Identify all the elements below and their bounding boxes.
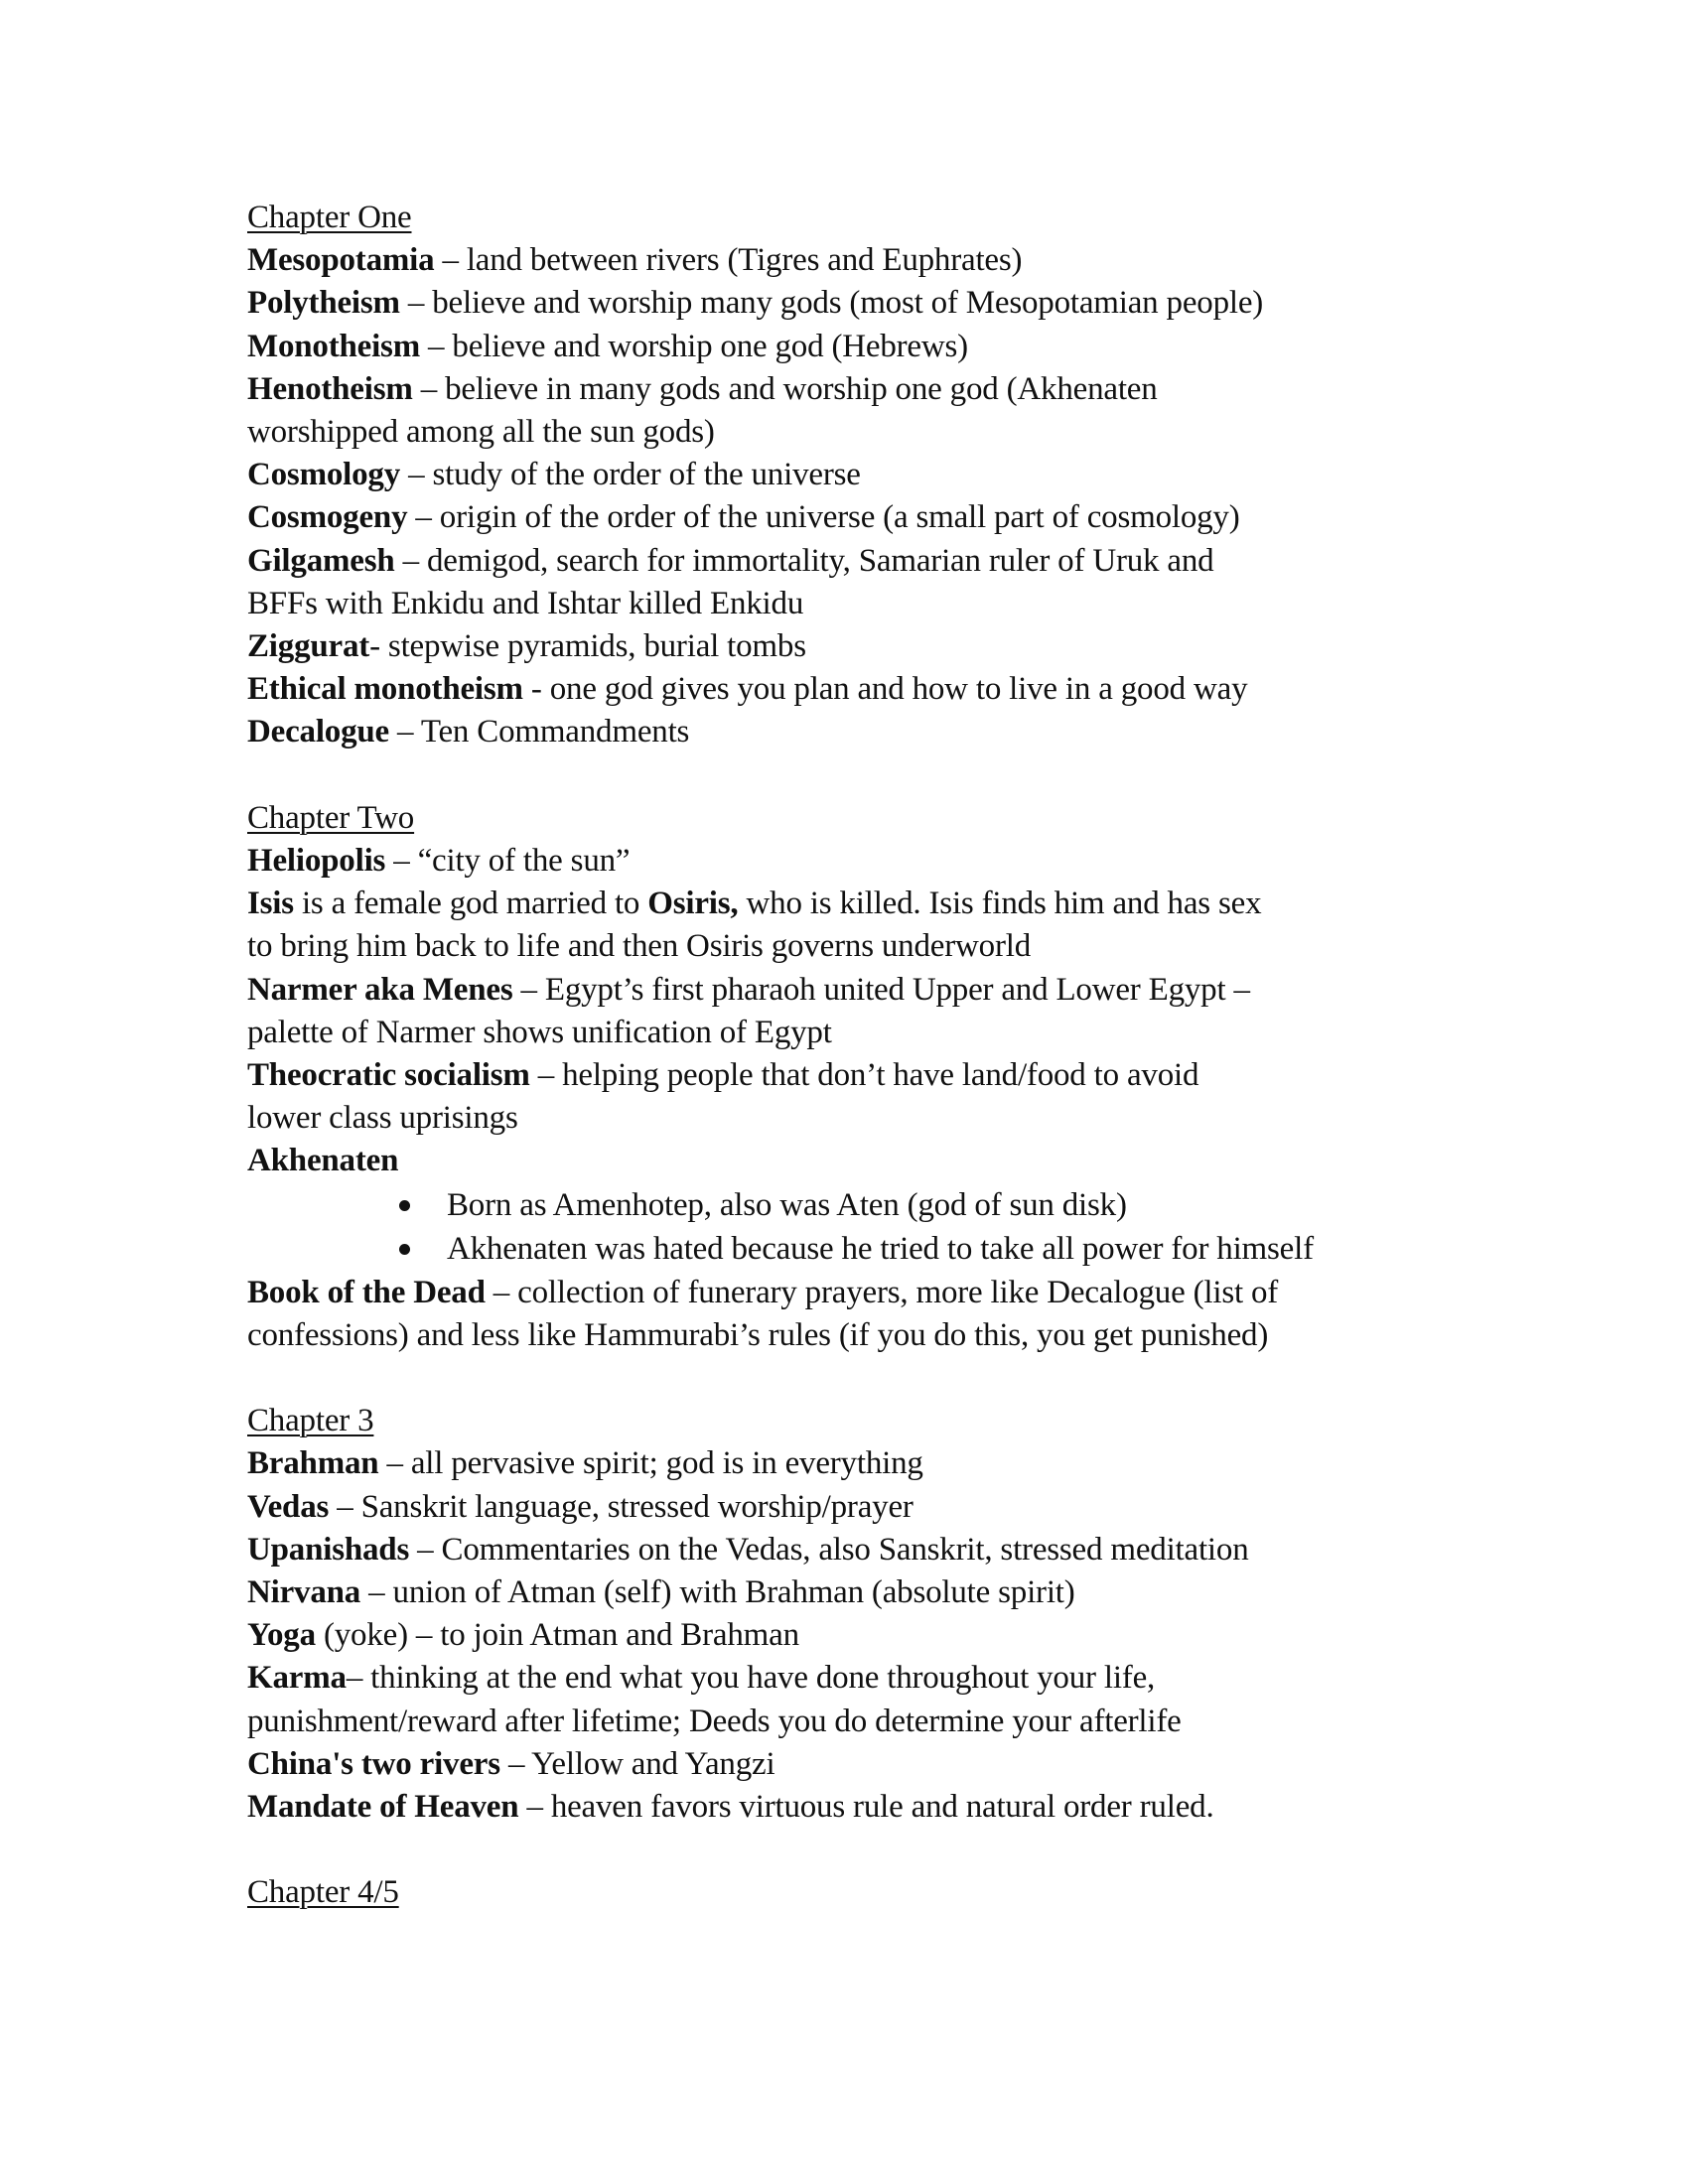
separator: –	[420, 328, 453, 364]
separator: –	[409, 1531, 442, 1568]
chapter-heading: Chapter 3	[247, 1403, 374, 1439]
definition: all pervasive spirit; god is in everything	[410, 1445, 923, 1482]
glossary-entry	[247, 1486, 1459, 1529]
term: China's two rivers	[247, 1745, 500, 1782]
separator: –	[399, 285, 433, 322]
chapter-one-section	[247, 197, 1459, 754]
definition: demigod, search for immortality, Samarian ruler of Uruk and	[426, 542, 1214, 579]
glossary-entry	[247, 1614, 1459, 1657]
definition-continuation: to bring him back to life and then Osiris governs underworld	[247, 928, 1032, 965]
definition: “city of the sun”	[417, 843, 631, 880]
term: Vedas	[247, 1488, 330, 1525]
definition-continuation: palette of Narmer shows unification of Egypt	[247, 1014, 832, 1050]
term-heading: Akhenaten	[247, 1143, 399, 1179]
definition: is a female god married to	[301, 886, 648, 922]
term: Heliopolis	[247, 843, 386, 880]
term: Book of the Dead	[247, 1274, 486, 1310]
section-gap	[247, 754, 1459, 797]
term: Narmer aka Menes	[247, 971, 513, 1008]
definition: heaven favors virtuous rule and natural order ruled.	[550, 1789, 1214, 1826]
definition: (yoke) – to join Atman and Brahman	[323, 1617, 799, 1654]
definition: Commentaries on the Vedas, also Sanskrit, stressed meditation	[441, 1531, 1249, 1568]
bullet-item	[247, 1227, 1459, 1272]
definition: one god gives you plan and how to live in a good way	[549, 671, 1248, 708]
definition-continuation: lower class uprisings	[247, 1100, 518, 1137]
definition: origin of the order of the universe (a small part of cosmology)	[439, 499, 1240, 536]
separator: –	[394, 542, 427, 579]
definition-continuation: confessions) and less like Hammurabi’s rules (if you do this, you get punished)	[247, 1316, 1269, 1353]
glossary-entry	[247, 496, 1459, 539]
glossary-entry	[247, 1571, 1459, 1614]
term: Yoga	[247, 1617, 316, 1654]
bullet-item	[247, 1183, 1459, 1228]
glossary-entry	[247, 1657, 1459, 1700]
term: Brahman	[247, 1445, 379, 1482]
separator	[316, 1617, 324, 1653]
definition: Ten Commandments	[420, 714, 690, 751]
definition: study of the order of the universe	[432, 457, 861, 493]
definition: thinking at the end what you have done throughout your life,	[370, 1660, 1156, 1697]
separator: –	[346, 1660, 371, 1697]
chapter-two-section	[247, 797, 1459, 1357]
term: Gilgamesh	[247, 542, 395, 579]
separator: –	[378, 1445, 411, 1482]
glossary-entry	[247, 1529, 1459, 1571]
chapter-four-five-section	[247, 1871, 1459, 1914]
term: Theocratic socialism	[247, 1057, 530, 1094]
definition: helping people that don’t have land/food to avoid	[562, 1057, 1199, 1094]
separator: –	[360, 1574, 393, 1611]
glossary-entry	[247, 711, 1459, 753]
definition: Egypt’s first pharaoh united Upper and Lower Egypt –	[544, 971, 1250, 1008]
glossary-entry	[247, 454, 1459, 496]
term: Mesopotamia	[247, 242, 435, 279]
definition: land between rivers (Tigres and Euphrates)	[466, 242, 1023, 279]
term: Cosmology	[247, 457, 401, 493]
separator: –	[512, 971, 545, 1008]
glossary-entry	[247, 239, 1459, 282]
definition: Yellow and Yangzi	[531, 1745, 775, 1782]
chapter-heading: Chapter One	[247, 200, 412, 235]
definition: stepwise pyramids, burial tombs	[387, 628, 806, 665]
separator: –	[434, 242, 467, 279]
term: Henotheism	[247, 370, 413, 407]
glossary-entry	[247, 1272, 1459, 1314]
separator: -	[522, 671, 550, 708]
definition: Sanskrit language, stressed worship/prayer	[360, 1488, 914, 1525]
term: Ziggurat	[247, 628, 370, 665]
term: Nirvana	[247, 1574, 361, 1611]
glossary-entry	[247, 1054, 1459, 1097]
glossary-entry	[247, 969, 1459, 1012]
term: Upanishads	[247, 1531, 410, 1568]
glossary-entry	[247, 1786, 1459, 1829]
definition-continuation: worshipped among all the sun gods)	[247, 414, 715, 451]
glossary-entry	[247, 326, 1459, 368]
separator: –	[389, 714, 421, 751]
glossary-entry	[247, 1442, 1459, 1485]
bullet-text: Born as Amenhotep, also was Aten (god of sun disk)	[447, 1186, 1127, 1223]
separator: -	[369, 628, 388, 665]
chapter-heading: Chapter 4/5	[247, 1874, 399, 1911]
chapter-heading: Chapter Two	[247, 799, 415, 836]
glossary-entry	[247, 668, 1459, 711]
term: Monotheism	[247, 328, 420, 364]
separator: –	[412, 370, 446, 407]
term: Isis	[247, 886, 294, 922]
section-gap	[247, 1829, 1459, 1871]
term: Mandate of Heaven	[247, 1789, 519, 1826]
term: Polytheism	[247, 285, 400, 322]
separator: –	[499, 1745, 532, 1782]
bullet-icon	[399, 1200, 410, 1211]
glossary-entry	[247, 1743, 1459, 1786]
study-notes-page	[247, 197, 1459, 1915]
definition: collection of funerary prayers, more like Decalogue (list of	[517, 1274, 1279, 1310]
term: Decalogue	[247, 714, 389, 751]
glossary-entry	[247, 282, 1459, 325]
bullet-text: Akhenaten was hated because he tried to take all power for himself	[447, 1231, 1314, 1268]
term-secondary: Osiris,	[647, 886, 739, 922]
term: Ethical monotheism	[247, 671, 523, 708]
separator: –	[518, 1789, 551, 1826]
separator: –	[385, 843, 418, 880]
definition: union of Atman (self) with Brahman (absolute spirit)	[392, 1574, 1075, 1611]
term: Cosmogeny	[247, 499, 408, 536]
separator: –	[407, 499, 440, 536]
separator: –	[529, 1057, 563, 1094]
bullet-icon	[399, 1244, 410, 1255]
term: Karma	[247, 1660, 347, 1697]
definition-continuation: BFFs with Enkidu and Ishtar killed Enkidu	[247, 585, 804, 621]
section-gap	[247, 1357, 1459, 1400]
separator	[294, 886, 302, 921]
glossary-entry	[247, 540, 1459, 583]
glossary-entry	[247, 368, 1459, 411]
glossary-entry	[247, 840, 1459, 883]
glossary-entry	[247, 625, 1459, 668]
definition: believe and worship one god (Hebrews)	[452, 328, 968, 364]
separator: –	[329, 1488, 361, 1525]
separator: –	[400, 457, 433, 493]
definition: believe and worship many gods (most of Mesopotamian people)	[432, 285, 1264, 322]
chapter-three-section	[247, 1400, 1459, 1829]
separator: –	[485, 1274, 518, 1310]
bullet-list	[247, 1183, 1459, 1272]
definition-secondary: who is killed. Isis finds him and has sex	[738, 886, 1262, 922]
definition: believe in many gods and worship one god (Akhenaten	[445, 370, 1158, 407]
glossary-entry	[247, 883, 1459, 925]
definition-continuation: punishment/reward after lifetime; Deeds you do determine your afterlife	[247, 1703, 1182, 1739]
